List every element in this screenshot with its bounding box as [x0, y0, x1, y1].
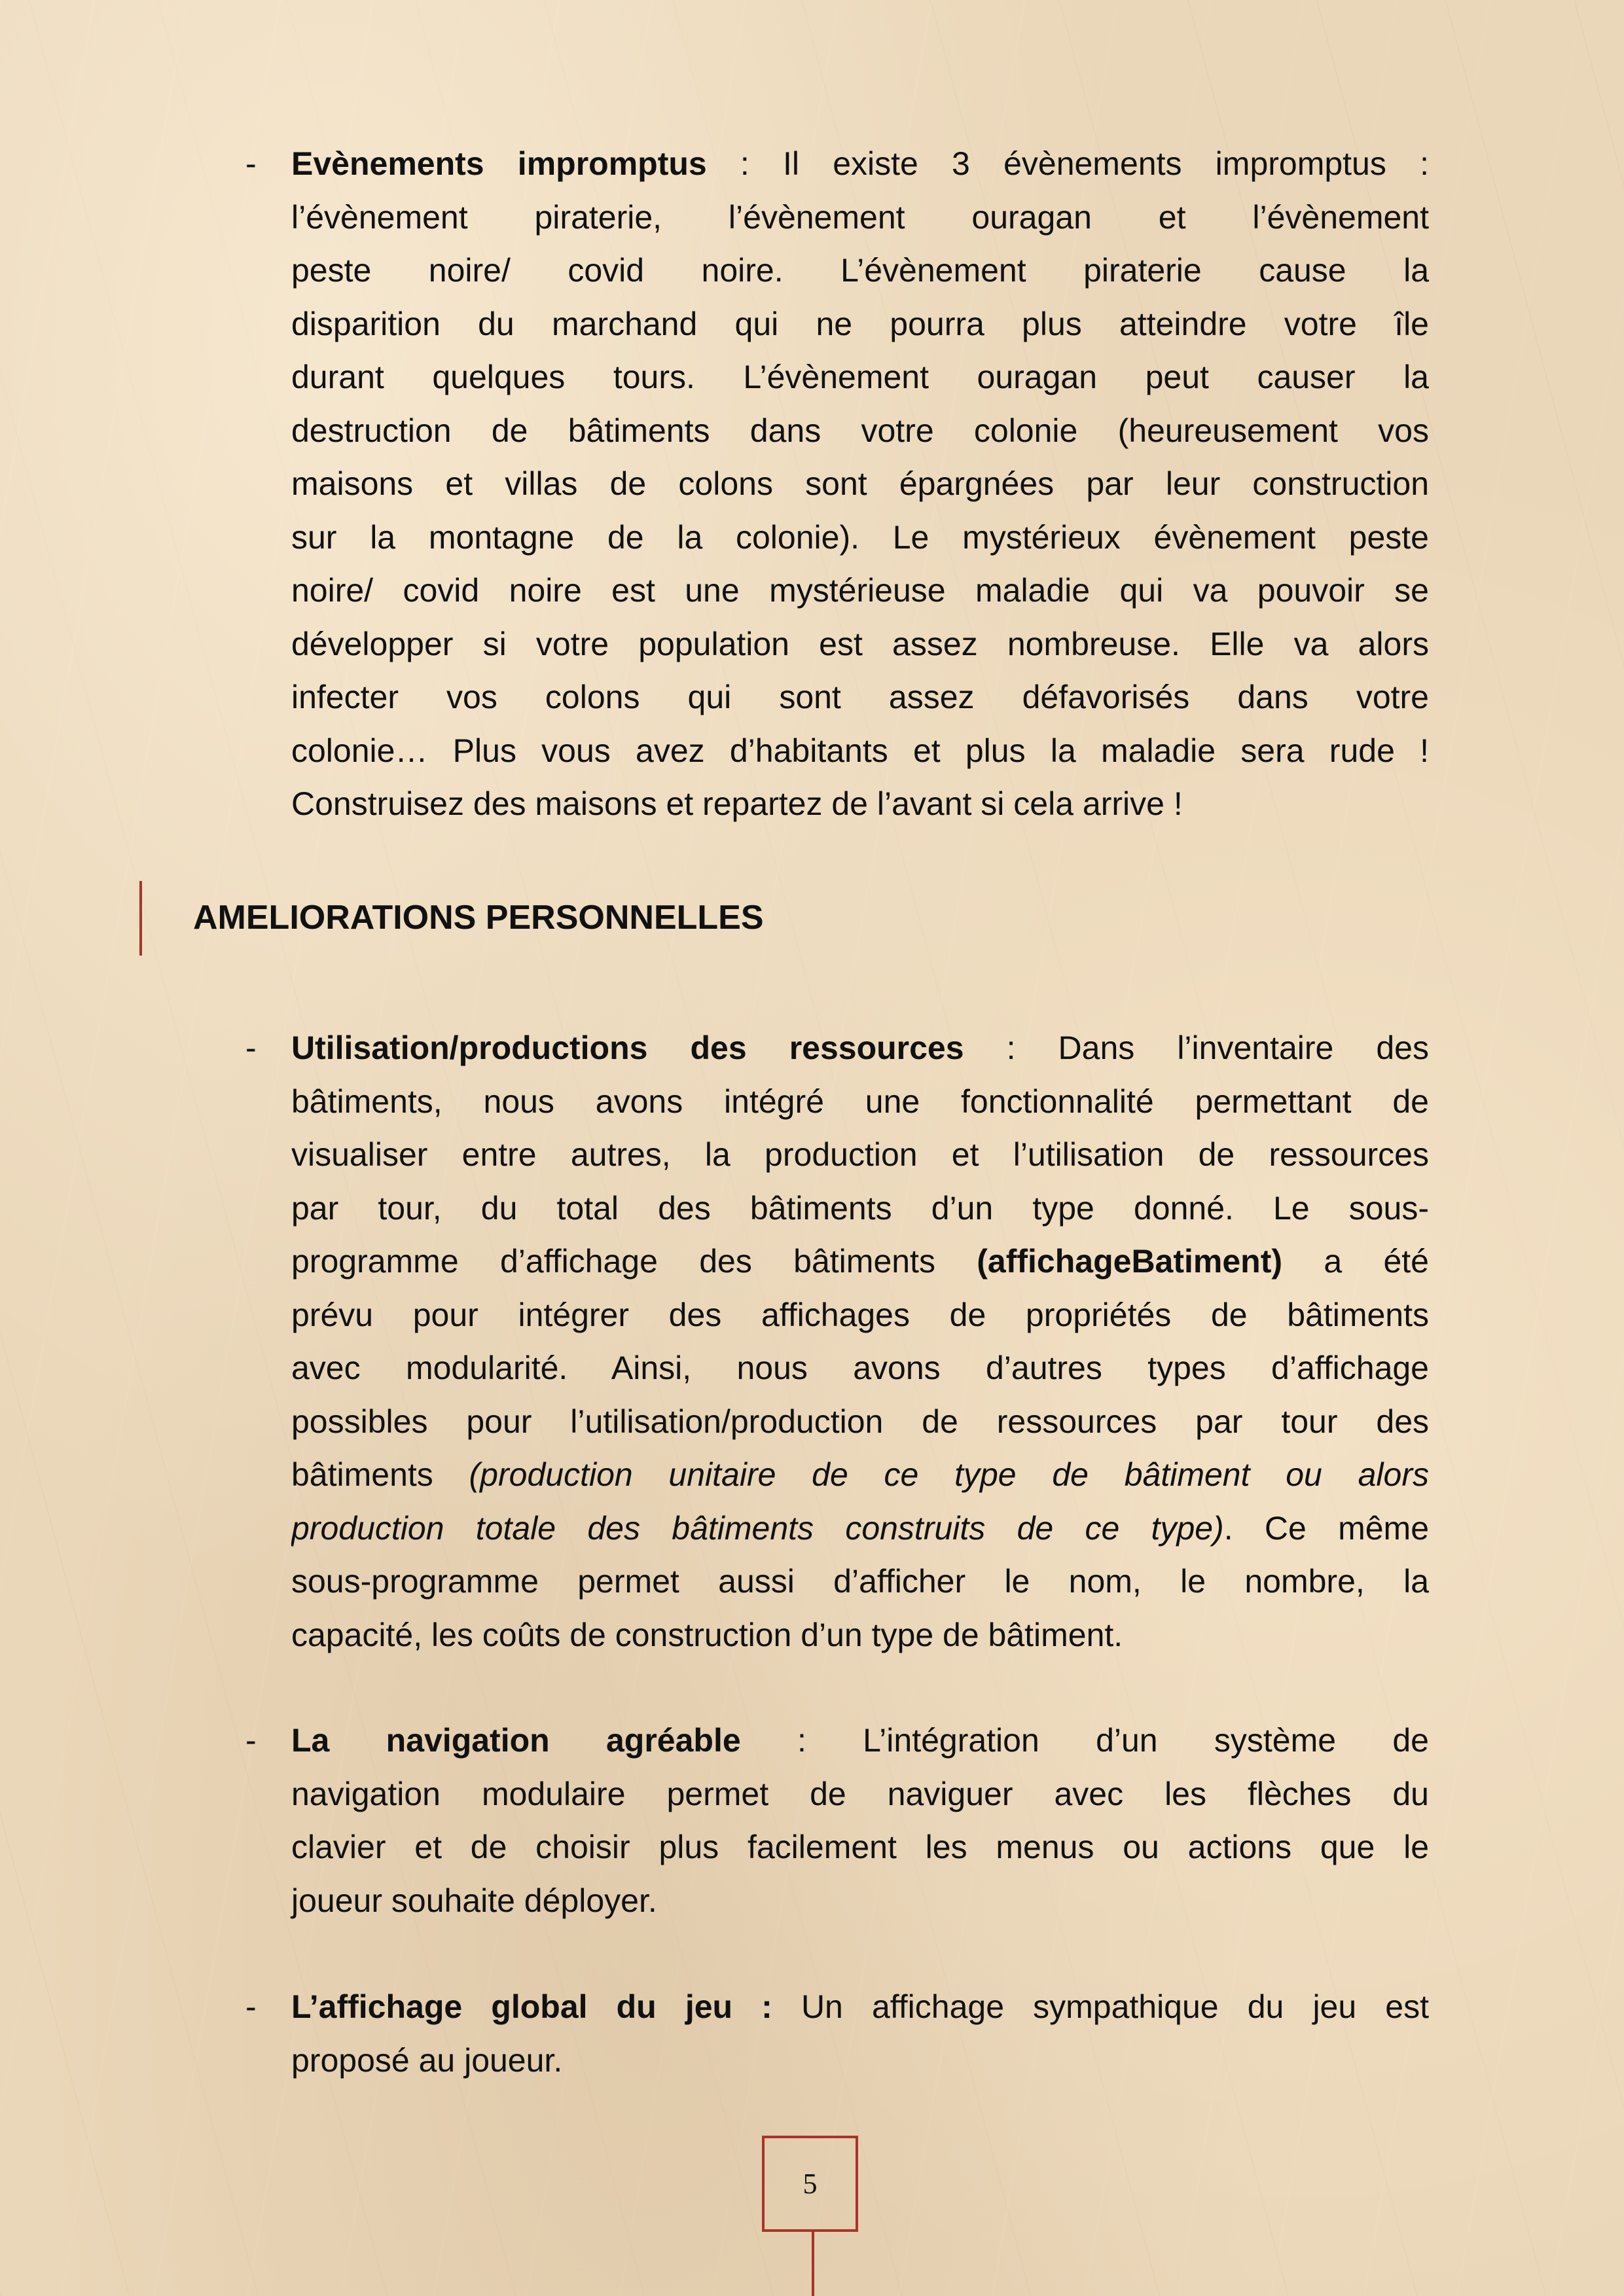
text: colonie… Plus vous avez d’habitants et plus la maladie sera rude !	[291, 732, 1429, 769]
text-line	[291, 1289, 1429, 1342]
text: visualiser entre autres, la production et l’utilisation de ressources	[291, 1136, 1429, 1173]
heading-accent-bar	[139, 881, 142, 956]
text: programme d’affichage des bâtiments	[291, 1243, 977, 1280]
text: : L’intégration d’un système de	[740, 1722, 1429, 1759]
text-line	[291, 564, 1429, 618]
bullet-utilisation-ressources	[245, 1022, 1429, 1662]
text-line	[291, 137, 1429, 191]
bold-text: La navigation agréable	[291, 1722, 741, 1759]
text: noire/ covid noire est une mystérieuse maladie qui va pouvoir se	[291, 572, 1429, 609]
bullet-dash: -	[245, 1030, 257, 1066]
section-heading: AMELIORATIONS PERSONNELLES	[193, 899, 764, 937]
text: bâtiments, nous avons intégré une fonctionnalité permettant de	[291, 1083, 1429, 1120]
text-line	[291, 511, 1429, 565]
text-line	[291, 1128, 1429, 1182]
text: avec modularité. Ainsi, nous avons d’autres types d’affichage	[291, 1350, 1429, 1386]
text-line	[291, 1235, 1429, 1289]
text-line	[291, 244, 1429, 298]
text-line	[291, 1555, 1429, 1609]
bullet-navigation	[245, 1714, 1429, 1928]
text-line	[291, 1182, 1429, 1236]
text-line	[291, 1821, 1429, 1874]
text-line	[291, 1874, 1429, 1928]
text-line	[291, 1395, 1429, 1449]
text-line	[291, 671, 1429, 725]
bullet-dash: -	[245, 145, 257, 182]
bullet-dash: -	[245, 1722, 257, 1759]
page-number-stem	[812, 2229, 814, 2296]
text: . Ce même	[1223, 1509, 1429, 1547]
text-line	[291, 1981, 1429, 2034]
text: a été	[1282, 1243, 1429, 1280]
bold-text: Utilisation/productions des ressources	[291, 1030, 964, 1066]
text-line	[291, 351, 1429, 404]
text: Un affichage sympathique du jeu est	[772, 1988, 1429, 2025]
text: peste noire/ covid noire. L’évènement piraterie cause la	[291, 252, 1429, 289]
text: Construisez des maisons et repartez de l’avant si cela arrive !	[291, 785, 1183, 822]
text-line	[291, 1502, 1429, 1556]
text-line	[291, 1609, 1429, 1662]
text: : Il existe 3 évènements impromptus :	[706, 145, 1429, 182]
text: par tour, du total des bâtiments d’un type donné. Le sous-	[291, 1189, 1429, 1227]
bold-text: L’affichage global du jeu :	[291, 1988, 772, 2025]
text: sur la montagne de la colonie). Le mystérieux évènement peste	[291, 518, 1429, 556]
text: disparition du marchand qui ne pourra plus atteindre votre île	[291, 305, 1429, 342]
text: : Dans l’inventaire des	[964, 1030, 1429, 1066]
text: prévu pour intégrer des affichages de propriétés de bâtiments	[291, 1296, 1429, 1333]
text: joueur souhaite déployer.	[291, 1882, 657, 1919]
text-line	[291, 618, 1429, 672]
text-line	[291, 404, 1429, 458]
text-line	[291, 1448, 1429, 1502]
italic-text: production totale des bâtiments construits de ce type)	[291, 1509, 1224, 1547]
text: durant quelques tours. L’évènement ouragan peut causer la	[291, 359, 1429, 395]
text: destruction de bâtiments dans votre colonie (heureusement vos	[291, 412, 1429, 449]
bold-text: (affichageBatiment)	[977, 1243, 1283, 1280]
italic-text: (production unitaire de ce type de bâtiment ou alors	[469, 1456, 1429, 1493]
text: développer si votre population est assez nombreuse. Elle va alors	[291, 625, 1429, 662]
text: navigation modulaire permet de naviguer avec les flèches du	[291, 1775, 1429, 1812]
bold-text: Evènements impromptus	[291, 145, 707, 182]
text: capacité, les coûts de construction d’un type de bâtiment.	[291, 1616, 1123, 1653]
text: sous-programme permet aussi d’afficher le nom, le nombre, la	[291, 1563, 1429, 1600]
bullet-dash: -	[245, 1988, 257, 2025]
text: maisons et villas de colons sont épargnées par leur construction	[291, 465, 1429, 502]
text-line	[291, 457, 1429, 511]
text-line	[291, 191, 1429, 245]
text-line	[291, 298, 1429, 351]
page-number-box	[762, 2136, 858, 2232]
text-line	[291, 2034, 1429, 2088]
bullet-affichage-global	[245, 1981, 1429, 2087]
text: proposé au joueur.	[291, 2041, 563, 2079]
page-number: 5	[803, 2168, 818, 2200]
bullet-evenements-impromptus	[245, 137, 1429, 831]
text: clavier et de choisir plus facilement les menus ou actions que le	[291, 1829, 1429, 1865]
text: infecter vos colons qui sont assez défavorisés dans votre	[291, 679, 1429, 715]
text: l’évènement piraterie, l’évènement ouragan et l’évènement	[291, 198, 1429, 236]
text: possibles pour l’utilisation/production de ressources par tour des	[291, 1403, 1429, 1440]
text: bâtiments	[291, 1456, 469, 1493]
text-line	[291, 1714, 1429, 1768]
text-line	[291, 1342, 1429, 1395]
text-line	[291, 1075, 1429, 1129]
text-line	[291, 1022, 1429, 1075]
text-line	[291, 778, 1429, 831]
text-line	[291, 725, 1429, 778]
text-line	[291, 1768, 1429, 1821]
